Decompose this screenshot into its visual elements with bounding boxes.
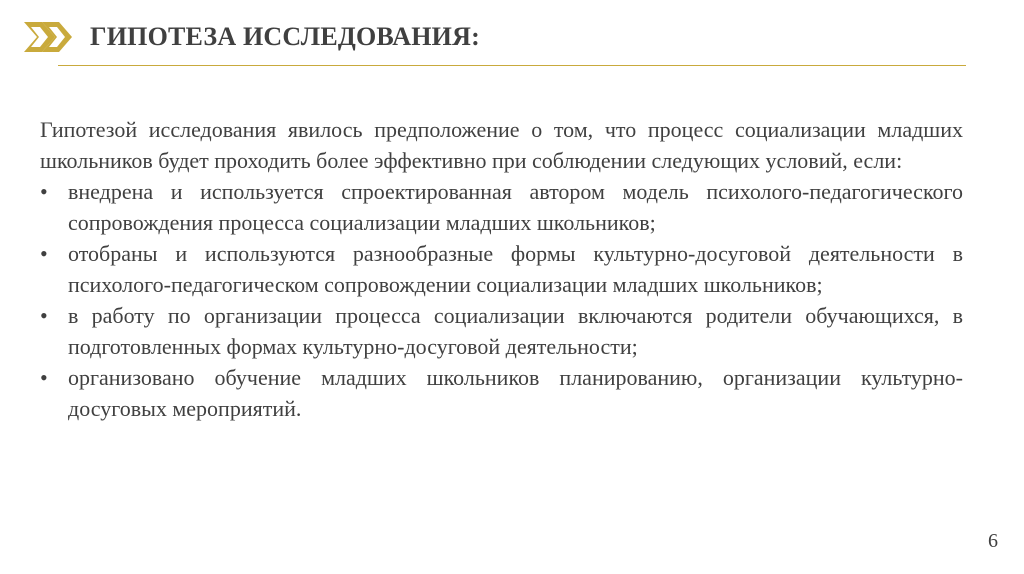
double-chevron-right-icon (22, 20, 74, 54)
conditions-list (40, 176, 963, 424)
title-divider (58, 65, 966, 66)
page-number: 6 (988, 530, 998, 552)
bullet-icon: • (40, 179, 48, 204)
bullet-icon: • (40, 365, 48, 390)
list-item (40, 300, 963, 362)
list-item (40, 176, 963, 238)
list-item-text: организовано обучение младших школьников планированию, организации культурно-досуговых мероприятий. (68, 365, 963, 421)
list-item-text: в работу по организации процесса социализации включаются родители обучающихся, в подготовленных формах культурно-досуговой деятельности; (68, 303, 963, 359)
bullet-icon: • (40, 241, 48, 266)
list-item-text: внедрена и используется спроектированная автором модель психолого-педагогического сопровождения процесса социализации младших школьников; (68, 179, 963, 235)
slide-body (40, 114, 963, 424)
slide-title: ГИПОТЕЗА ИССЛЕДОВАНИЯ: (90, 22, 480, 51)
list-item-text: отобраны и используются разнообразные формы культурно-досуговой деятельности в психолого-педагогическом сопровождении социализации младших школьников; (68, 241, 963, 297)
intro-paragraph: Гипотезой исследования явилось предположение о том, что процесс социализации младших школьников будет проходить более эффективно при соблюдении следующих условий, если: (40, 117, 963, 173)
list-item (40, 238, 963, 300)
list-item (40, 362, 963, 424)
bullet-icon: • (40, 303, 48, 328)
